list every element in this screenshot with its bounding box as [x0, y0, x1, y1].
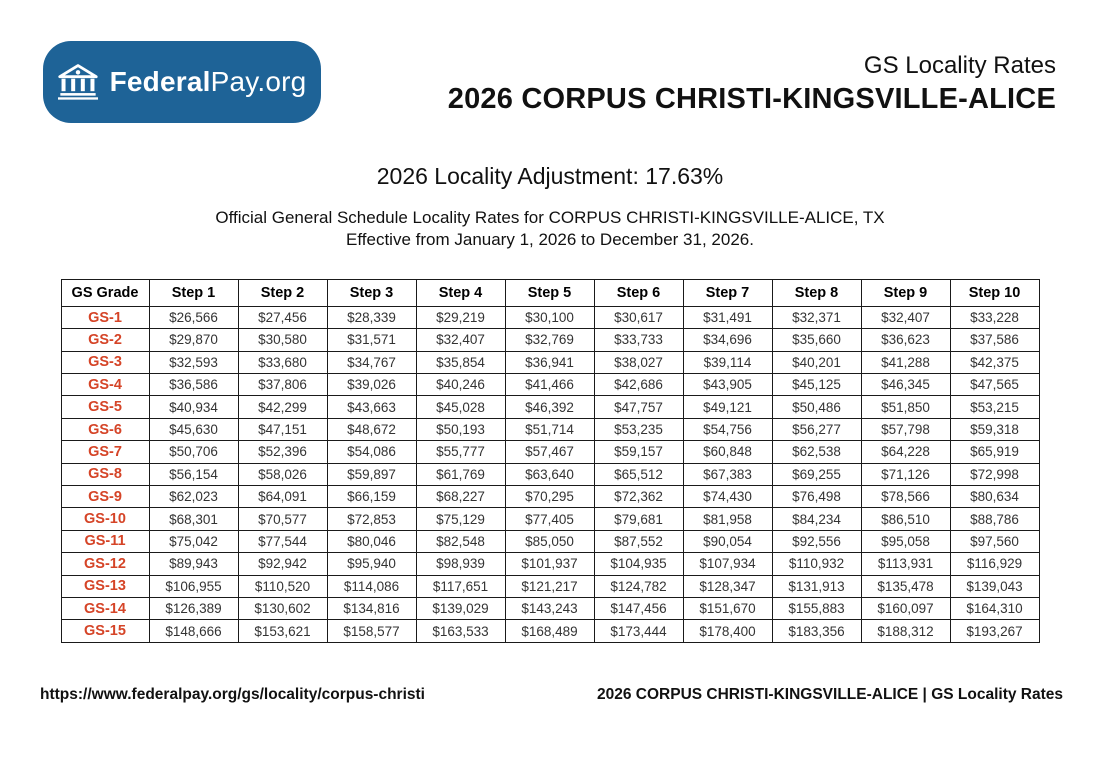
salary-cell: $63,640 — [505, 463, 594, 485]
salary-cell: $76,498 — [772, 486, 861, 508]
salary-cell: $151,670 — [683, 597, 772, 619]
salary-cell: $163,533 — [416, 620, 505, 642]
salary-cell: $64,091 — [238, 486, 327, 508]
salary-cell: $131,913 — [772, 575, 861, 597]
salary-cell: $74,430 — [683, 486, 772, 508]
table-row — [61, 597, 1039, 619]
salary-cell: $35,854 — [416, 351, 505, 373]
salary-cell: $82,548 — [416, 530, 505, 552]
salary-cell: $107,934 — [683, 553, 772, 575]
salary-cell: $46,345 — [861, 374, 950, 396]
salary-cell: $34,696 — [683, 329, 772, 351]
salary-cell: $26,566 — [149, 306, 238, 328]
salary-cell: $95,058 — [861, 530, 950, 552]
salary-cell: $37,806 — [238, 374, 327, 396]
salary-cell: $51,714 — [505, 418, 594, 440]
salary-cell: $60,848 — [683, 441, 772, 463]
salary-cell: $42,375 — [950, 351, 1039, 373]
salary-cell: $29,219 — [416, 306, 505, 328]
salary-cell: $55,777 — [416, 441, 505, 463]
salary-cell: $126,389 — [149, 597, 238, 619]
grade-cell: GS-6 — [61, 418, 149, 440]
table-row — [61, 329, 1039, 351]
salary-cell: $34,767 — [327, 351, 416, 373]
salary-cell: $135,478 — [861, 575, 950, 597]
table-row — [61, 530, 1039, 552]
salary-cell: $114,086 — [327, 575, 416, 597]
table-row — [61, 418, 1039, 440]
salary-cell: $79,681 — [594, 508, 683, 530]
salary-cell: $116,929 — [950, 553, 1039, 575]
salary-cell: $45,630 — [149, 418, 238, 440]
salary-cell: $28,339 — [327, 306, 416, 328]
table-row — [61, 396, 1039, 418]
salary-cell: $68,227 — [416, 486, 505, 508]
intro-description — [0, 207, 1100, 252]
salary-cell: $80,634 — [950, 486, 1039, 508]
locality-adjustment: 2026 Locality Adjustment: 17.63% — [376, 163, 724, 189]
salary-cell: $33,733 — [594, 329, 683, 351]
federalpay-logo[interactable] — [43, 41, 321, 123]
salary-cell: $88,786 — [950, 508, 1039, 530]
salary-cell: $30,100 — [505, 306, 594, 328]
salary-cell: $43,905 — [683, 374, 772, 396]
salary-cell: $80,046 — [327, 530, 416, 552]
salary-cell: $53,235 — [594, 418, 683, 440]
table-row — [61, 306, 1039, 328]
salary-cell: $121,217 — [505, 575, 594, 597]
salary-cell: $178,400 — [683, 620, 772, 642]
salary-cell: $33,680 — [238, 351, 327, 373]
salary-cell: $61,769 — [416, 463, 505, 485]
salary-cell: $128,347 — [683, 575, 772, 597]
grade-cell: GS-13 — [61, 575, 149, 597]
salary-cell: $47,151 — [238, 418, 327, 440]
salary-cell: $32,371 — [772, 306, 861, 328]
salary-cell: $32,769 — [505, 329, 594, 351]
page-title: 2026 CORPUS CHRISTI-KINGSVILLE-ALICE — [447, 82, 1056, 115]
salary-cell: $92,942 — [238, 553, 327, 575]
salary-cell: $77,405 — [505, 508, 594, 530]
salary-cell: $41,288 — [861, 351, 950, 373]
salary-cell: $39,114 — [683, 351, 772, 373]
salary-cell: $32,407 — [861, 306, 950, 328]
salary-cell: $158,577 — [327, 620, 416, 642]
salary-cell: $31,571 — [327, 329, 416, 351]
column-header: Step 7 — [683, 279, 772, 306]
grade-cell: GS-14 — [61, 597, 149, 619]
salary-cell: $67,383 — [683, 463, 772, 485]
salary-cell: $56,277 — [772, 418, 861, 440]
column-header: Step 9 — [861, 279, 950, 306]
salary-cell: $92,556 — [772, 530, 861, 552]
salary-cell: $106,955 — [149, 575, 238, 597]
salary-cell: $69,255 — [772, 463, 861, 485]
table-row — [61, 508, 1039, 530]
column-header: Step 4 — [416, 279, 505, 306]
salary-cell: $72,853 — [327, 508, 416, 530]
salary-cell: $33,228 — [950, 306, 1039, 328]
column-header: Step 3 — [327, 279, 416, 306]
salary-cell: $75,042 — [149, 530, 238, 552]
salary-cell: $117,651 — [416, 575, 505, 597]
salary-cell: $51,850 — [861, 396, 950, 418]
salary-cell: $35,660 — [772, 329, 861, 351]
grade-cell: GS-10 — [61, 508, 149, 530]
logo-wordmark — [110, 66, 307, 98]
salary-cell: $41,466 — [505, 374, 594, 396]
salary-cell: $27,456 — [238, 306, 327, 328]
salary-cell: $77,544 — [238, 530, 327, 552]
grade-cell: GS-15 — [61, 620, 149, 642]
salary-cell: $148,666 — [149, 620, 238, 642]
salary-cell: $101,937 — [505, 553, 594, 575]
salary-cell: $37,586 — [950, 329, 1039, 351]
salary-cell: $40,246 — [416, 374, 505, 396]
table-row — [61, 575, 1039, 597]
salary-cell: $45,028 — [416, 396, 505, 418]
salary-cell: $36,623 — [861, 329, 950, 351]
page-footer — [40, 686, 1063, 704]
locality-rates-table — [61, 279, 1040, 643]
salary-cell: $72,998 — [950, 463, 1039, 485]
salary-cell: $188,312 — [861, 620, 950, 642]
grade-cell: GS-4 — [61, 374, 149, 396]
salary-cell: $95,940 — [327, 553, 416, 575]
grade-cell: GS-2 — [61, 329, 149, 351]
salary-cell: $59,897 — [327, 463, 416, 485]
salary-cell: $98,939 — [416, 553, 505, 575]
table-header-row — [61, 279, 1039, 306]
salary-cell: $90,054 — [683, 530, 772, 552]
salary-cell: $40,201 — [772, 351, 861, 373]
salary-cell: $66,159 — [327, 486, 416, 508]
salary-cell: $62,023 — [149, 486, 238, 508]
grade-cell: GS-11 — [61, 530, 149, 552]
salary-cell: $31,491 — [683, 306, 772, 328]
salary-cell: $71,126 — [861, 463, 950, 485]
salary-cell: $75,129 — [416, 508, 505, 530]
salary-cell: $65,919 — [950, 441, 1039, 463]
salary-cell: $87,552 — [594, 530, 683, 552]
grade-cell: GS-5 — [61, 396, 149, 418]
salary-cell: $43,663 — [327, 396, 416, 418]
salary-cell: $49,121 — [683, 396, 772, 418]
salary-cell: $164,310 — [950, 597, 1039, 619]
grade-cell: GS-12 — [61, 553, 149, 575]
grade-cell: GS-9 — [61, 486, 149, 508]
salary-cell: $50,706 — [149, 441, 238, 463]
grade-cell: GS-7 — [61, 441, 149, 463]
salary-cell: $47,757 — [594, 396, 683, 418]
salary-cell: $45,125 — [772, 374, 861, 396]
salary-cell: $153,621 — [238, 620, 327, 642]
salary-cell: $139,029 — [416, 597, 505, 619]
bank-icon — [58, 64, 98, 100]
table-row — [61, 486, 1039, 508]
salary-cell: $104,935 — [594, 553, 683, 575]
salary-cell: $53,215 — [950, 396, 1039, 418]
salary-cell: $57,467 — [505, 441, 594, 463]
salary-cell: $32,407 — [416, 329, 505, 351]
column-header: Step 1 — [149, 279, 238, 306]
table-row — [61, 441, 1039, 463]
table-row — [61, 553, 1039, 575]
header-titles — [448, 41, 1056, 116]
salary-cell: $85,050 — [505, 530, 594, 552]
salary-cell: $97,560 — [950, 530, 1039, 552]
salary-cell: $58,026 — [238, 463, 327, 485]
salary-cell: $70,577 — [238, 508, 327, 530]
salary-cell: $155,883 — [772, 597, 861, 619]
salary-cell: $50,193 — [416, 418, 505, 440]
salary-cell: $65,512 — [594, 463, 683, 485]
salary-cell: $30,580 — [238, 329, 327, 351]
logo-word-federal: Federal — [109, 66, 211, 97]
salary-cell: $59,157 — [594, 441, 683, 463]
salary-cell: $62,538 — [772, 441, 861, 463]
column-header: Step 2 — [238, 279, 327, 306]
salary-cell: $40,934 — [149, 396, 238, 418]
salary-cell: $113,931 — [861, 553, 950, 575]
salary-cell: $78,566 — [861, 486, 950, 508]
salary-cell: $89,943 — [149, 553, 238, 575]
salary-cell: $42,686 — [594, 374, 683, 396]
salary-cell: $54,086 — [327, 441, 416, 463]
salary-cell: $48,672 — [327, 418, 416, 440]
page-suptitle: GS Locality Rates — [863, 52, 1056, 79]
salary-cell: $64,228 — [861, 441, 950, 463]
salary-cell: $143,243 — [505, 597, 594, 619]
salary-cell: $30,617 — [594, 306, 683, 328]
salary-cell: $42,299 — [238, 396, 327, 418]
salary-cell: $68,301 — [149, 508, 238, 530]
page-header — [0, 0, 1100, 123]
column-header: Step 5 — [505, 279, 594, 306]
salary-cell: $38,027 — [594, 351, 683, 373]
salary-cell: $160,097 — [861, 597, 950, 619]
salary-cell: $36,941 — [505, 351, 594, 373]
salary-cell: $72,362 — [594, 486, 683, 508]
intro-line-1: Official General Schedule Locality Rates for CORPUS CHRISTI-KINGSVILLE-ALICE, TX — [215, 208, 885, 227]
salary-cell: $81,958 — [683, 508, 772, 530]
salary-cell: $110,520 — [238, 575, 327, 597]
salary-cell: $124,782 — [594, 575, 683, 597]
grade-cell: GS-3 — [61, 351, 149, 373]
footer-title: 2026 CORPUS CHRISTI-KINGSVILLE-ALICE | GS Locality Rates — [597, 686, 1063, 703]
salary-cell: $110,932 — [772, 553, 861, 575]
salary-cell: $39,026 — [327, 374, 416, 396]
salary-cell: $36,586 — [149, 374, 238, 396]
column-header: Step 10 — [950, 279, 1039, 306]
intro-section — [0, 163, 1100, 252]
salary-cell: $147,456 — [594, 597, 683, 619]
salary-cell: $46,392 — [505, 396, 594, 418]
grade-cell: GS-1 — [61, 306, 149, 328]
salary-cell: $54,756 — [683, 418, 772, 440]
salary-cell: $70,295 — [505, 486, 594, 508]
salary-cell: $29,870 — [149, 329, 238, 351]
table-row — [61, 620, 1039, 642]
logo-word-pay-org: Pay.org — [210, 66, 307, 97]
table-row — [61, 374, 1039, 396]
salary-cell: $183,356 — [772, 620, 861, 642]
salary-cell: $139,043 — [950, 575, 1039, 597]
salary-cell: $32,593 — [149, 351, 238, 373]
salary-cell: $173,444 — [594, 620, 683, 642]
salary-cell: $84,234 — [772, 508, 861, 530]
table-row — [61, 351, 1039, 373]
table-row — [61, 463, 1039, 485]
salary-cell: $134,816 — [327, 597, 416, 619]
footer-url-link[interactable]: https://www.federalpay.org/gs/locality/corpus-christi — [40, 686, 425, 703]
salary-cell: $59,318 — [950, 418, 1039, 440]
salary-cell: $56,154 — [149, 463, 238, 485]
column-header: GS Grade — [61, 279, 149, 306]
salary-cell: $168,489 — [505, 620, 594, 642]
salary-cell: $57,798 — [861, 418, 950, 440]
salary-cell: $47,565 — [950, 374, 1039, 396]
salary-cell: $86,510 — [861, 508, 950, 530]
salary-cell: $193,267 — [950, 620, 1039, 642]
salary-cell: $50,486 — [772, 396, 861, 418]
column-header: Step 6 — [594, 279, 683, 306]
salary-cell: $52,396 — [238, 441, 327, 463]
column-header: Step 8 — [772, 279, 861, 306]
salary-cell: $130,602 — [238, 597, 327, 619]
intro-line-2: Effective from January 1, 2026 to December 31, 2026. — [346, 230, 754, 250]
grade-cell: GS-8 — [61, 463, 149, 485]
